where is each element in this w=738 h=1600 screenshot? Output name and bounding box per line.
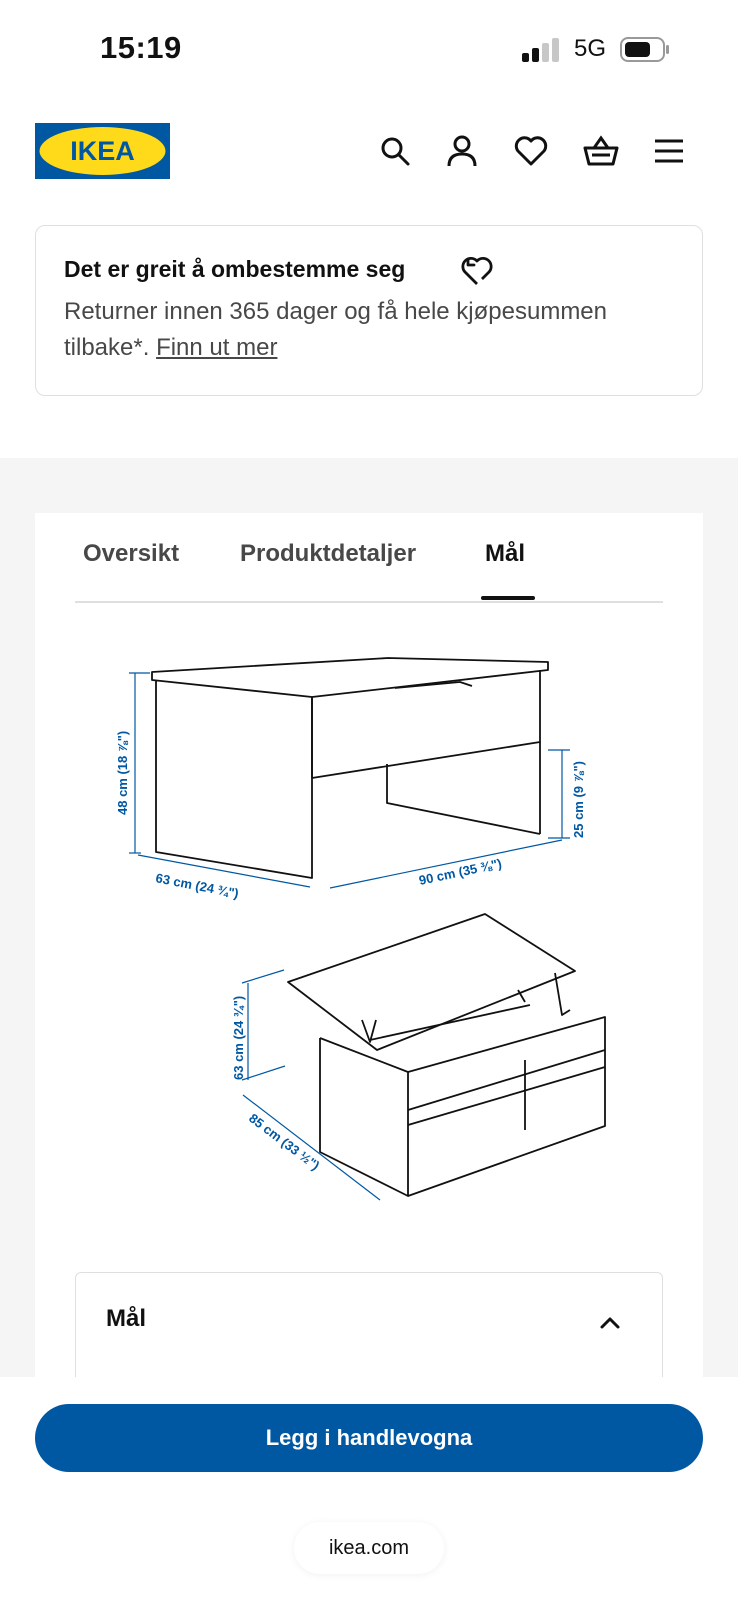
status-time: 15:19 bbox=[100, 30, 182, 65]
basket-icon[interactable] bbox=[580, 130, 622, 172]
return-policy-title: Det er greit å ombestemme seg bbox=[64, 256, 406, 282]
signal-icon bbox=[522, 38, 564, 62]
dim-width-label: 90 cm (35 ⅜") bbox=[417, 855, 504, 888]
return-policy-body: Returner innen 365 dager og få hele kjøpesummen tilbake*. bbox=[64, 298, 607, 361]
network-label: 5G bbox=[574, 35, 607, 62]
dim-lift-label: 25 cm (9 ⅞") bbox=[571, 761, 586, 838]
bottom-bar bbox=[0, 1377, 738, 1600]
account-icon[interactable] bbox=[441, 130, 483, 172]
menu-icon[interactable] bbox=[648, 130, 690, 172]
tab-bar bbox=[75, 540, 663, 603]
heart-return-icon bbox=[460, 254, 494, 288]
dimension-drawing bbox=[100, 640, 670, 1240]
browser-url-bar[interactable]: ikea.com bbox=[294, 1522, 444, 1574]
return-policy-text bbox=[64, 294, 674, 366]
add-to-cart-button[interactable]: Legg i handlevogna bbox=[35, 1404, 703, 1472]
dim-height-label: 48 cm (18 ⅞") bbox=[115, 730, 130, 815]
accordion-title: Mål bbox=[106, 1305, 147, 1332]
site-header bbox=[0, 110, 738, 200]
search-icon[interactable] bbox=[374, 130, 416, 172]
tab-mal[interactable]: Mål bbox=[485, 540, 526, 567]
status-bar bbox=[0, 0, 738, 100]
return-policy-card bbox=[35, 225, 703, 396]
dim-open-height-label: 63 cm (24 ¾") bbox=[231, 995, 246, 1080]
chevron-up-icon[interactable] bbox=[596, 1309, 624, 1337]
tab-oversikt[interactable]: Oversikt bbox=[83, 540, 180, 567]
active-tab-indicator bbox=[481, 596, 535, 600]
dim-depth-label: 63 cm (24 ¾") bbox=[154, 870, 240, 902]
tab-produktdetaljer[interactable]: Produktdetaljer bbox=[240, 540, 417, 567]
heart-icon[interactable] bbox=[510, 130, 552, 172]
battery-icon bbox=[620, 37, 670, 62]
learn-more-link[interactable]: Finn ut mer bbox=[156, 334, 278, 361]
dim-open-depth-label: 85 cm (33 ½") bbox=[246, 1110, 323, 1174]
svg-text:IKEA: IKEA bbox=[70, 136, 135, 166]
ikea-logo[interactable] bbox=[35, 123, 170, 179]
